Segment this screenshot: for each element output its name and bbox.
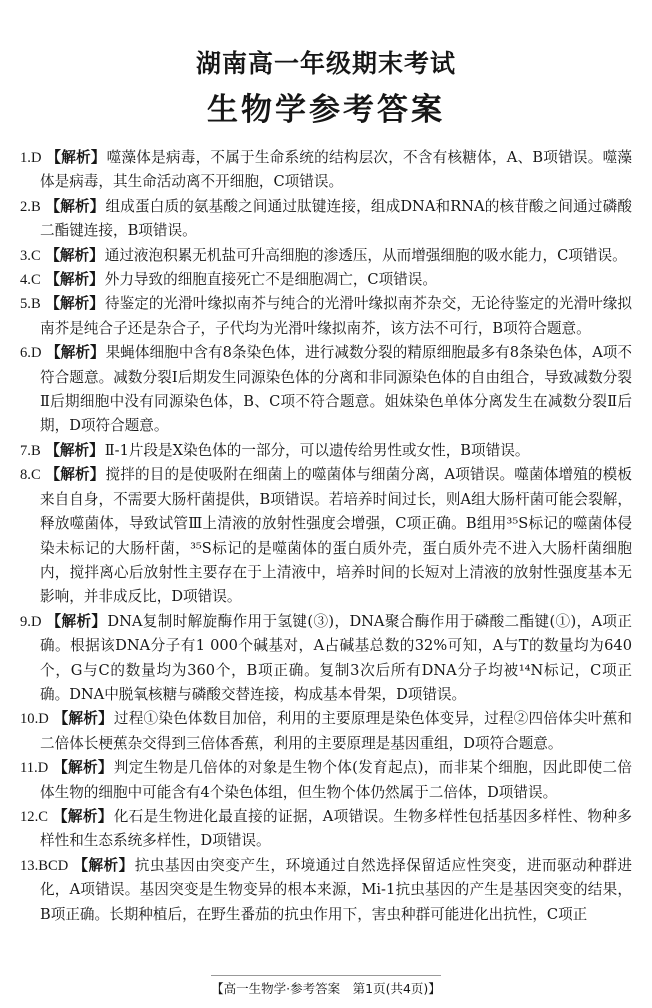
analysis-text: 待鉴定的光滑叶缘拟南芥与纯合的光滑叶缘拟南芥杂交，无论待鉴定的光滑叶缘拟南芥是纯合子还是杂合子，子代均为光滑叶缘拟南芥，该方法不可行，B项符合题意。 bbox=[40, 295, 632, 337]
answer-list bbox=[20, 146, 632, 927]
answer-item bbox=[20, 268, 632, 292]
answer-item bbox=[20, 610, 632, 708]
page-footer bbox=[0, 975, 652, 997]
answer-item bbox=[20, 707, 632, 756]
question-number: 1.D bbox=[20, 150, 42, 166]
analysis-tag: 【解析】 bbox=[45, 246, 104, 264]
analysis-text: DNA复制时解旋酶作用于氢键(③)，DNA聚合酶作用于磷酸二酯键(①)，A项正确。根据该DNA分子有1 000个碱基对，A占碱基总数的32%可知，A与T的数量均为640个，G与C的数量均为360个，B项正确。复制3次后所有DNA分子均被¹⁴N标记，C项正确。DNA中脱氧核糖与磷酸交替连接，构成基本骨架，D项错误。 bbox=[40, 612, 632, 703]
analysis-text: Ⅱ-1片段是X染色体的一部分，可以遗传给男性或女性，B项错误。 bbox=[104, 441, 530, 459]
footer-text: 【高一生物学·参考答案 第1页(共4页)】 bbox=[211, 975, 441, 997]
analysis-tag: 【解析】 bbox=[45, 441, 104, 459]
answer-item bbox=[20, 854, 632, 927]
question-number: 6.D bbox=[20, 345, 42, 362]
answer-item bbox=[20, 195, 632, 244]
question-number: 2.B bbox=[20, 198, 41, 215]
question-number: 12.C bbox=[20, 808, 48, 825]
question-number: 11.D bbox=[20, 760, 49, 777]
answer-item bbox=[20, 805, 632, 854]
answer-item bbox=[20, 463, 632, 609]
answer-key-title: 生物学参考答案 bbox=[207, 92, 445, 128]
analysis-text: 抗虫基因由突变产生，环境通过自然选择保留适应性突变，进而驱动种群进化，A项错误。基因突变是生物变异的根本来源，Mi-1抗虫基因的产生是基因突变的结果，B项正确。长期种植后，在野生番茄的抗虫作用下，害虫种群可能进化出抗性，C项正 bbox=[40, 856, 632, 923]
analysis-tag: 【解析】 bbox=[52, 807, 113, 825]
analysis-text: 判定生物是几倍体的对象是生物个体(发育起点)，而非某个细胞，因此即使二倍体生物的细胞中可能含有4个染色体组，但生物个体仍然属于二倍体，D项错误。 bbox=[40, 759, 632, 801]
analysis-tag: 【解析】 bbox=[53, 710, 113, 728]
analysis-tag: 【解析】 bbox=[46, 344, 105, 362]
analysis-text: 外力导致的细胞直接死亡不是细胞凋亡，C项错误。 bbox=[104, 271, 437, 289]
answer-item bbox=[20, 756, 632, 805]
analysis-text: 搅拌的目的是使吸附在细菌上的噬菌体与细菌分离，A项错误。噬菌体增殖的模板来自自身，不需要大肠杆菌提供，B项错误。若培养时间过长，则A组大肠杆菌可能会裂解，释放噬菌体，导致试管Ⅲ上清液的放射性强度会增强，C项正确。B组用³⁵S标记的噬菌体侵染未标记的大肠杆菌，³⁵S标记的是噬菌体的蛋白质外壳，蛋白质外壳不进入大肠杆菌细胞内，搅拌离心后放射性主要存在于上清液中，培养时间的长短对上清液的放射性强度基本无影响，并非成反比，D项错误。 bbox=[40, 466, 633, 606]
analysis-tag: 【解析】 bbox=[73, 856, 134, 874]
analysis-text: 通过液泡积累无机盐可升高细胞的渗透压，从而增强细胞的吸水能力，C项错误。 bbox=[104, 246, 627, 264]
question-number: 10.D bbox=[20, 711, 49, 728]
question-number: 5.B bbox=[20, 296, 41, 313]
analysis-text: 过程①染色体数目加倍，利用的主要原理是染色体变异，过程②四倍体尖叶蕉和二倍体长梗蕉杂交得到三倍体香蕉，利用的主要原理是基因重组，D项符合题意。 bbox=[40, 710, 632, 752]
question-number: 8.C bbox=[20, 467, 41, 484]
analysis-text: 化石是生物进化最直接的证据，A项错误。生物多样性包括基因多样性、物种多样性和生态系统多样性，D项错误。 bbox=[40, 807, 632, 850]
question-number: 9.D bbox=[20, 613, 42, 630]
analysis-tag: 【解析】 bbox=[45, 466, 105, 484]
analysis-tag: 【解析】 bbox=[45, 271, 104, 289]
answer-item bbox=[20, 146, 632, 195]
answer-item bbox=[20, 439, 632, 463]
answer-item bbox=[20, 292, 632, 341]
analysis-text: 果蝇体细胞中含有8条染色体，进行减数分裂的精原细胞最多有8条染色体，A项不符合题意。减数分裂Ⅰ后期发生同源染色体的分离和非同源染色体的自由组合，导致减数分裂Ⅱ后期细胞中没有同源染色体，B、C项不符合题意。姐妹染色单体分离发生在减数分裂Ⅱ后期，D项符合题意。 bbox=[40, 344, 632, 435]
analysis-tag: 【解析】 bbox=[45, 197, 105, 215]
analysis-tag: 【解析】 bbox=[46, 149, 106, 166]
answer-item bbox=[20, 341, 632, 439]
question-number: 3.C bbox=[20, 247, 41, 264]
analysis-text: 噬藻体是病毒，不属于生命系统的结构层次，不含有核糖体，A、B项错误。噬藻体是病毒，其生命活动离不开细胞，C项错误。 bbox=[40, 149, 632, 191]
analysis-tag: 【解析】 bbox=[53, 759, 113, 777]
question-number: 4.C bbox=[20, 272, 41, 289]
question-number: 7.B bbox=[20, 442, 41, 459]
analysis-tag: 【解析】 bbox=[46, 612, 107, 630]
analysis-tag: 【解析】 bbox=[45, 295, 104, 313]
exam-title: 湖南高一年级期末考试 bbox=[195, 49, 456, 78]
question-number: 13.BCD bbox=[20, 857, 69, 874]
analysis-text: 组成蛋白质的氨基酸之间通过肽键连接，组成DNA和RNA的核苷酸之间通过磷酸二酯键连接，B项错误。 bbox=[40, 197, 632, 240]
answer-item bbox=[20, 244, 632, 268]
